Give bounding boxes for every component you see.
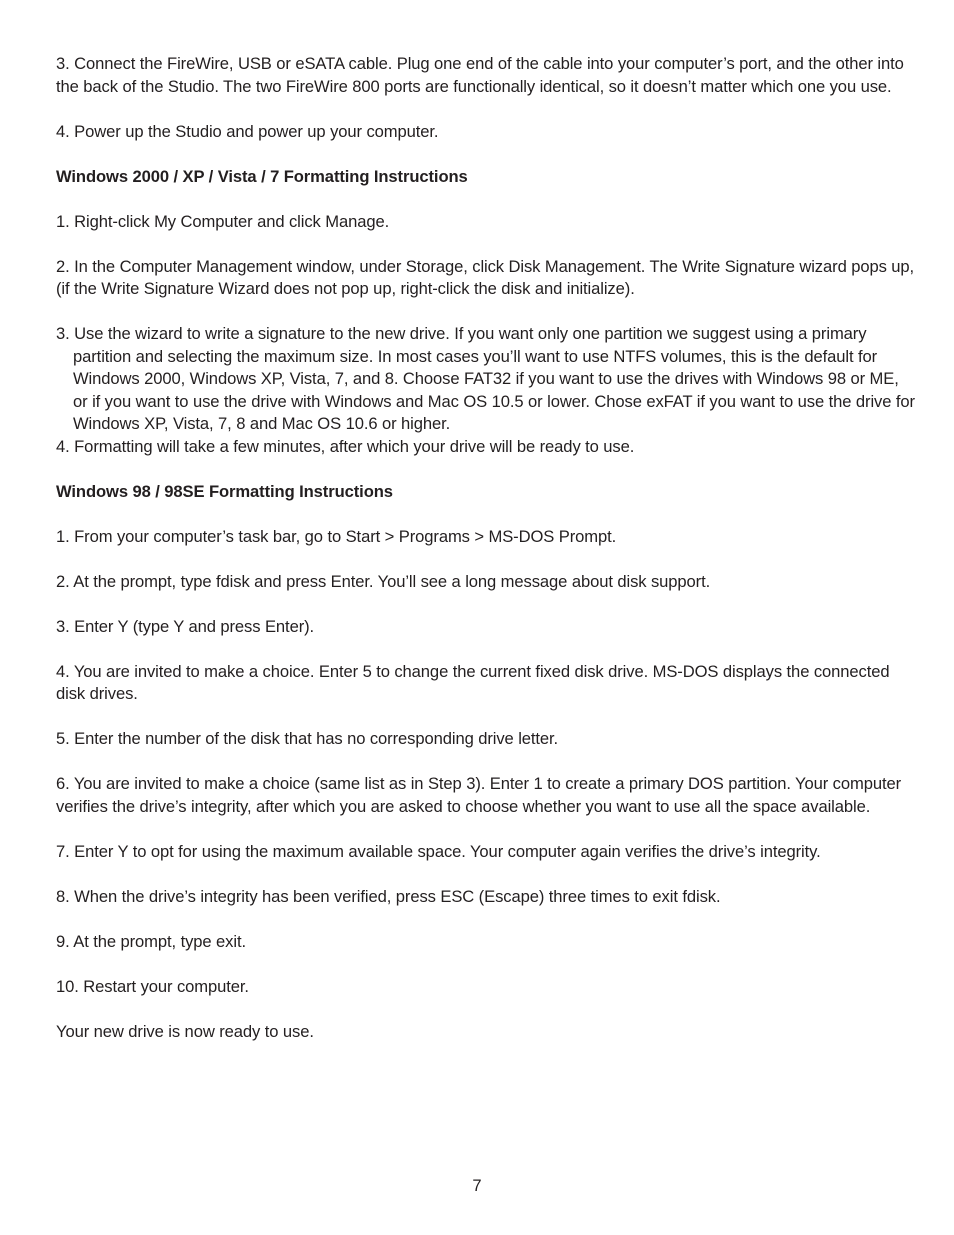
- closing-note: Your new drive is now ready to use.: [56, 1021, 314, 1041]
- document-page: [56, 53, 916, 1066]
- windows-step-2: 2. In the Computer Management window, under Storage, click Disk Management. The Write Signature wizard pops up, (if the Write Signature Wizard does not pop up, right-click the disk and initialize).: [56, 256, 915, 298]
- win98-step-9: 9. At the prompt, type exit.: [56, 931, 246, 951]
- windows-step-4: 4. Formatting will take a few minutes, after which your drive will be ready to use.: [56, 436, 635, 456]
- win98-step-3: 3. Enter Y (type Y and press Enter).: [56, 616, 315, 636]
- win98-step-6: 6. You are invited to make a choice (same list as in Step 3). Enter 1 to create a primary DOS partition. Your computer verifies the drive’s integrity, after which you are asked to choose whether you want to use all the space available.: [56, 774, 902, 816]
- page-number: 7: [472, 1176, 482, 1195]
- step-power-up: 4. Power up the Studio and power up your computer.: [56, 121, 439, 141]
- win98-step-2: 2. At the prompt, type fdisk and press Enter. You’ll see a long message about disk support.: [56, 571, 711, 591]
- win98-step-1: 1. From your computer’s task bar, go to Start > Programs > MS-DOS Prompt.: [56, 526, 617, 546]
- windows-formatting-heading: Windows 2000 / XP / Vista / 7 Formatting Instructions: [56, 166, 468, 186]
- win98-step-4: 4. You are invited to make a choice. Enter 5 to change the current fixed disk drive. MS-DOS displays the connected disk drives.: [56, 661, 890, 703]
- windows-step-1: 1. Right-click My Computer and click Manage.: [56, 211, 390, 231]
- win98-step-10: 10. Restart your computer.: [56, 976, 249, 996]
- win98-formatting-heading: Windows 98 / 98SE Formatting Instructions: [56, 481, 393, 501]
- windows-step-3: 3. Use the wizard to write a signature to the new drive. If you want only one partition we suggest using a primary partition and selecting the maximum size. In most cases you’ll want to use NTFS volumes, this is the default for Windows 2000, Windows XP, Vista, 7, and 8. Choose FAT32 if you want to use the drives with Windows 98 or ME, or if you want to use the drive with Windows and Mac OS 10.5 or lower. Chose exFAT if you want to use the drive for Windows XP, Vista, 7, 8 and Mac OS 10.6 or higher.: [56, 324, 915, 433]
- step-connect-cable: 3. Connect the FireWire, USB or eSATA cable. Plug one end of the cable into your computer’s port, and the other into the back of the Studio. The two FireWire 800 ports are functionally identical, so it doesn’t matter which one you use.: [56, 54, 904, 96]
- win98-step-8: 8. When the drive’s integrity has been verified, press ESC (Escape) three times to exit fdisk.: [56, 886, 721, 906]
- win98-step-5: 5. Enter the number of the disk that has no corresponding drive letter.: [56, 729, 559, 748]
- win98-step-7: 7. Enter Y to opt for using the maximum available space. Your computer again verifies the drive’s integrity.: [56, 841, 821, 861]
